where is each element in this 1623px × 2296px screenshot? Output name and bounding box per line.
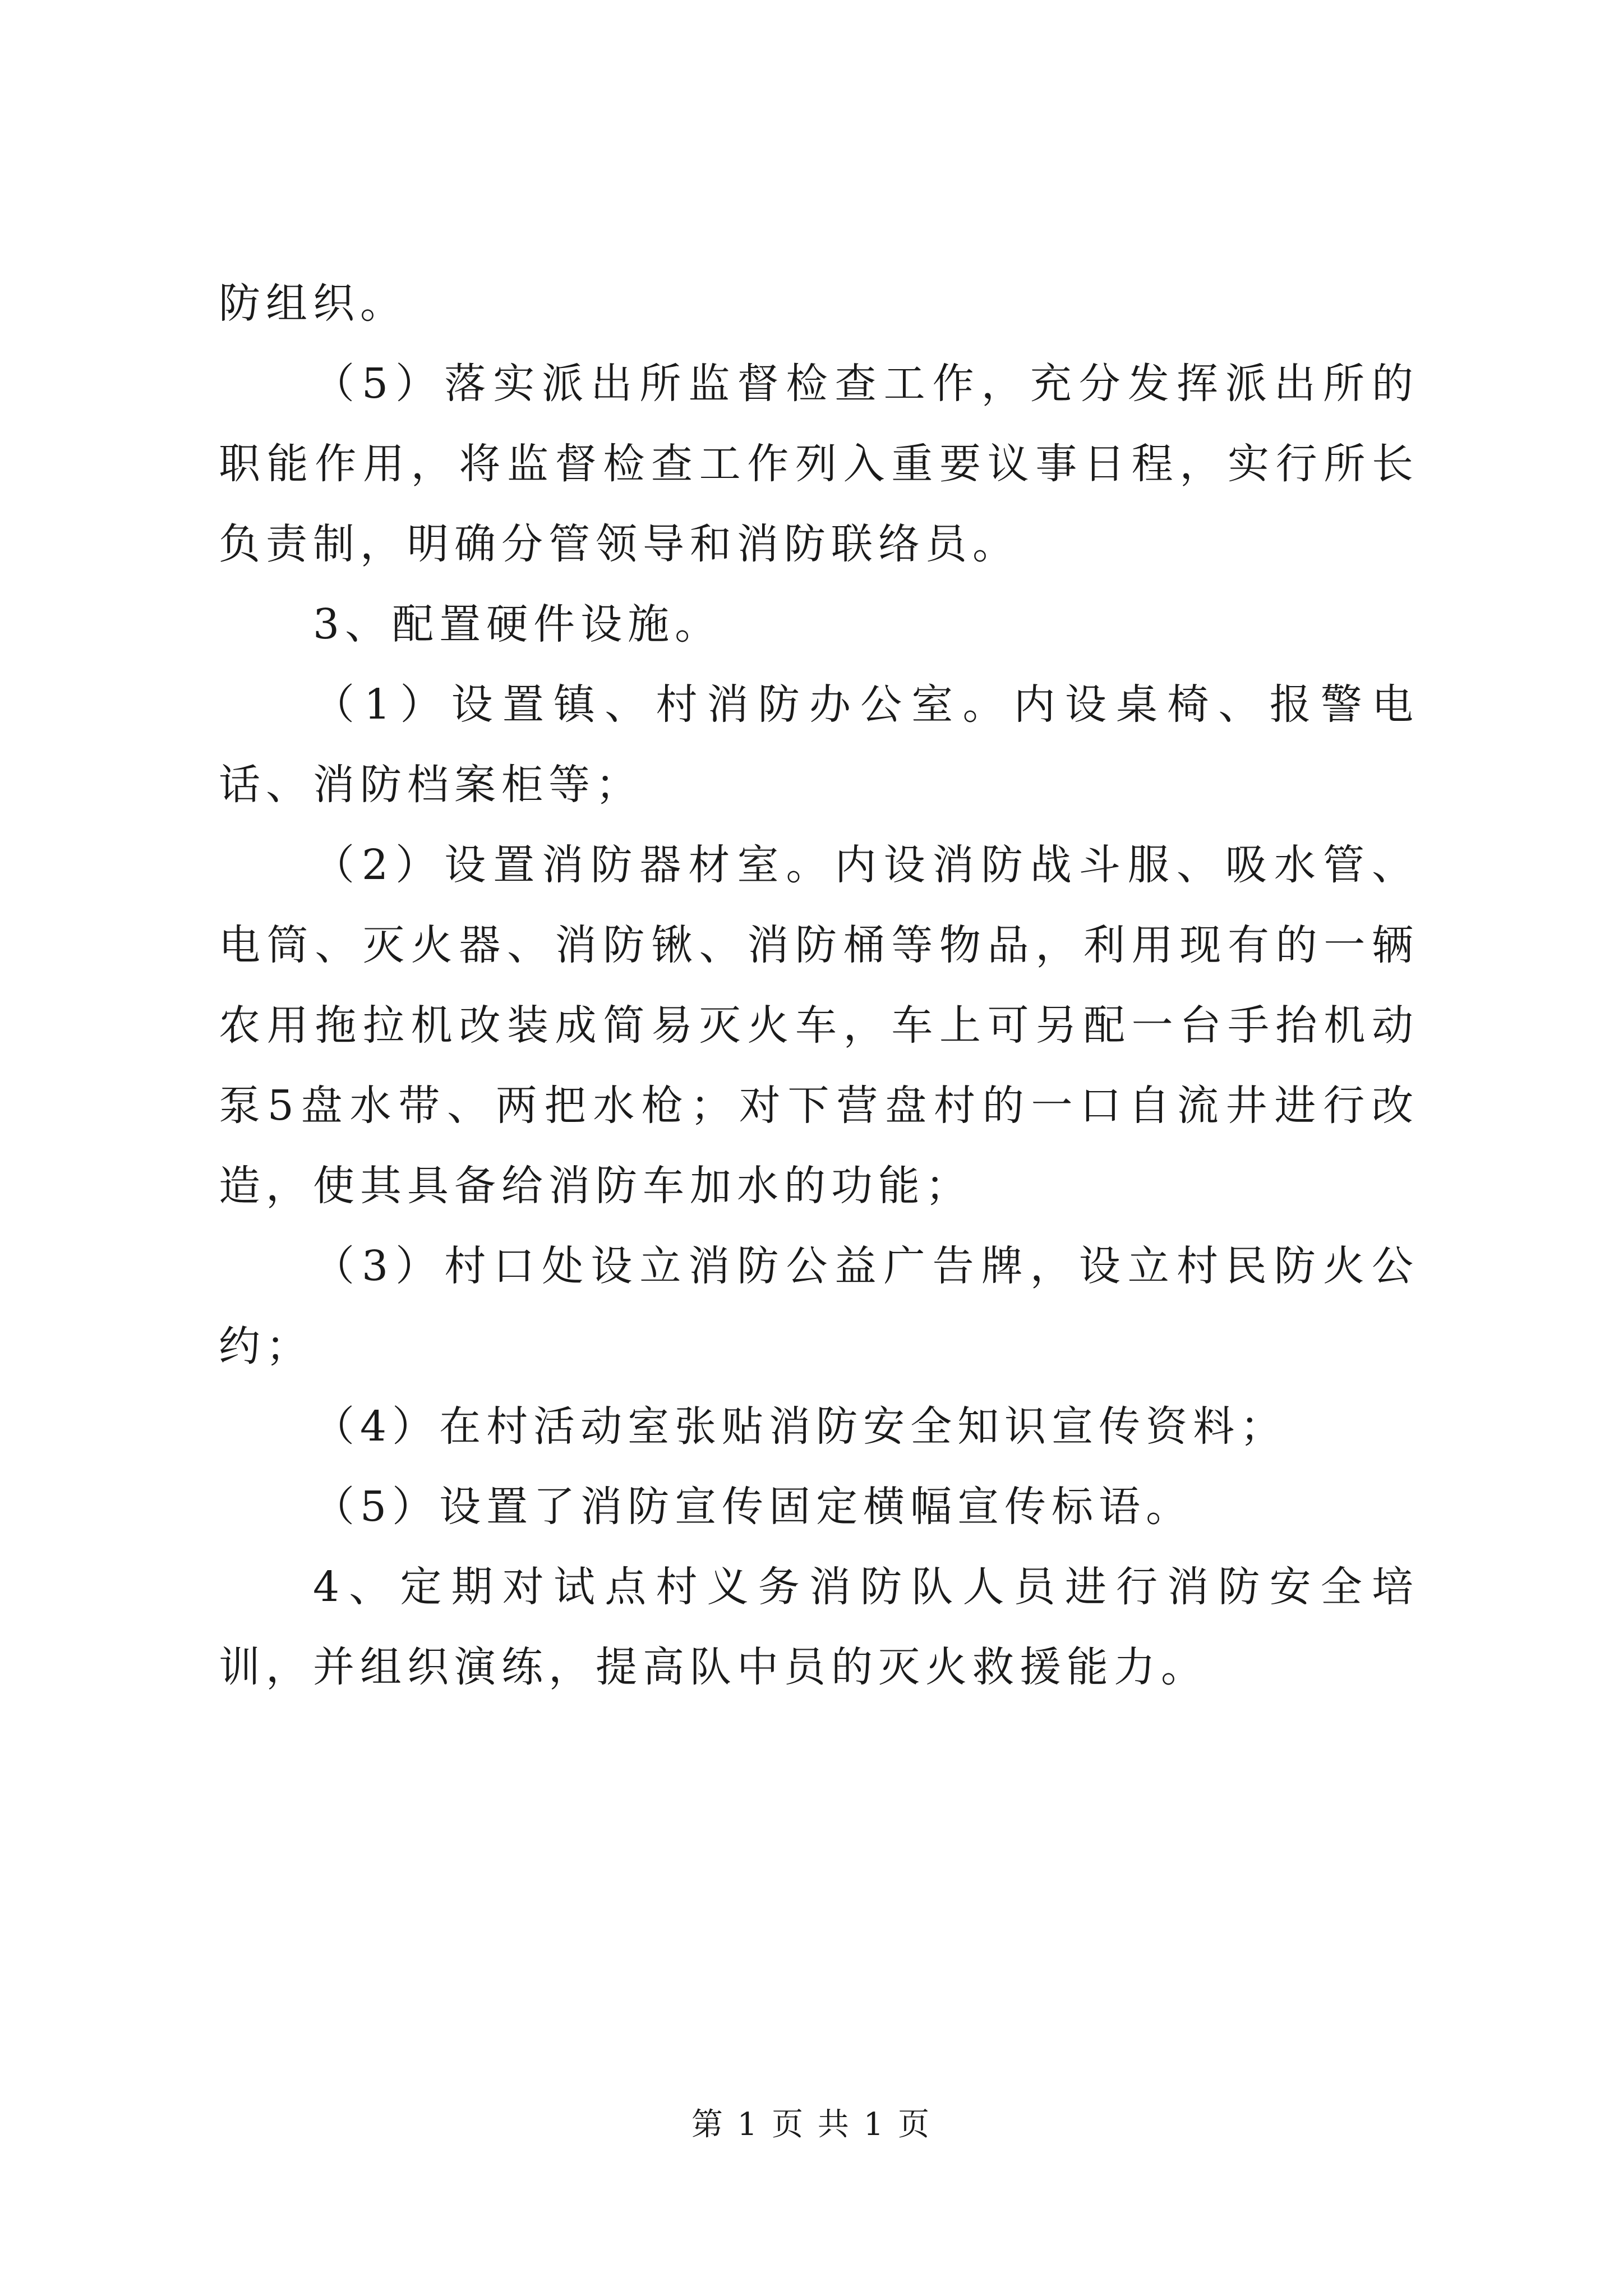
paragraph-continuation: 防组织。 [219, 279, 407, 328]
paragraph-item-5-police: （5）落实派出所监督检查工作，充分发挥派出所的职能作用，将监督检查工作列入重要议事日程，实行所长负责制，明确分管领导和消防联络员。 [219, 360, 1419, 568]
paragraph-section-4-training: 4、定期对试点村义务消防队人员进行消防安全培训，并组织演练，提高队中员的灭火救援能力。 [219, 1563, 1419, 1691]
paragraph-item-3-billboard: （3）村口处设立消防公益广告牌，设立村民防火公约； [219, 1242, 1419, 1370]
paragraph-item-1-office: （1）设置镇、村消防办公室。内设桌椅、报警电话、消防档案柜等； [219, 680, 1419, 809]
paragraph-item-2-equipment-room: （2）设置消防器材室。内设消防战斗服、吸水管、电筒、灭火器、消防锹、消防桶等物品，利用现有的一辆农用拖拉机改装成简易灭火车，车上可另配一台手抬机动泵5盘水带、两把水枪；对下营盘村的一口自流井进行改造，使其具备给消防车加水的功能； [219, 841, 1419, 1210]
paragraph-section-3-heading: 3、配置硬件设施。 [313, 600, 722, 648]
paragraph-item-5-banner: （5）设置了消防宣传固定横幅宣传标语。 [313, 1483, 1193, 1531]
paragraph-item-4-materials: （4）在村活动室张贴消防安全知识宣传资料； [313, 1402, 1288, 1451]
document-body [219, 264, 1419, 1708]
page-number-footer: 第 1 页 共 1 页 [691, 2106, 932, 2143]
